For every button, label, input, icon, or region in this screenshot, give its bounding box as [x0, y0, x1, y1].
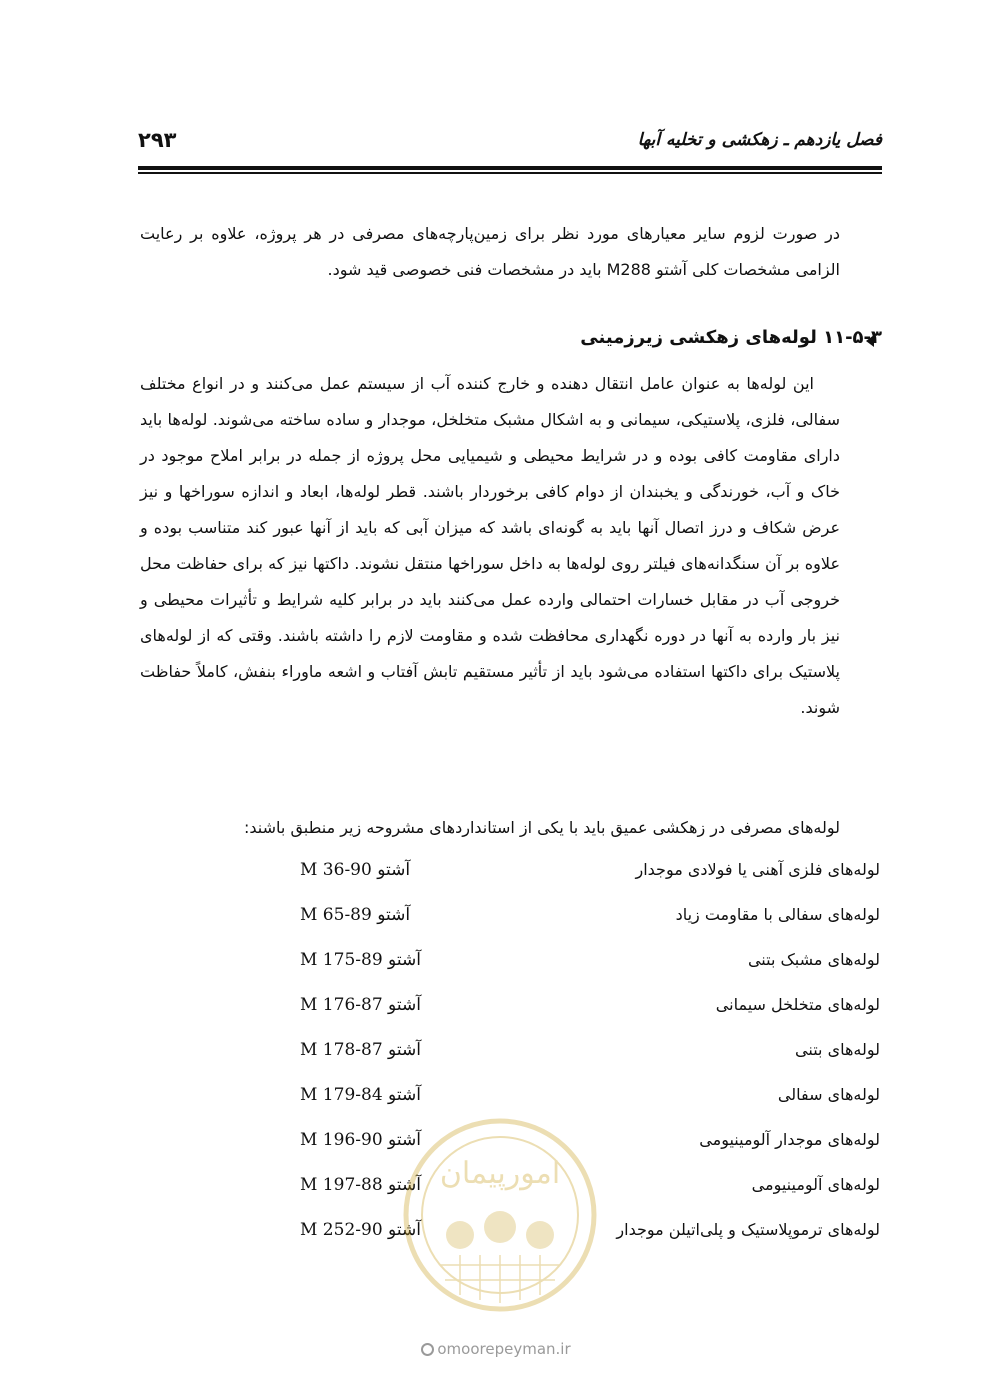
list-item — [140, 1032, 880, 1077]
globe-icon — [421, 1343, 434, 1356]
pipe-standard: آشتو M 36-90 — [300, 860, 411, 880]
pipe-name: لوله‌های مشبک بتنی — [747, 950, 880, 969]
pipe-name: لوله‌های آلومینیومی — [751, 1175, 880, 1194]
section-paragraph: این لوله‌ها به عنوان عامل انتقال دهنده و خارج کننده آب از سیستم عمل می‌کنند و در انواع مختلف سفالی، فلزی، پلاستیکی، سیمانی و به اشکال مشبک متخلخل، موجدار و ساده ساخته می‌شوند. لوله‌ها باید دارای مقاومت کافی بوده و در شرایط محیطی و شیمیایی محل پروژه از جمله در برابر املاح موجود در خاک و آب، خورندگی و یخبندان از دوام کافی برخوردار باشند. قطر لوله‌ها، ابعاد و اندازه سوراخها و نیز عرض شکاف و درز اتصال آنها باید به گونه‌ای باشد که میزان آبی که باید از آنها عبور کند متناسب بوده و علاوه بر آن سنگدانه‌های فیلتر روی لوله‌ها به داخل سوراخها منتقل نشوند. داکتها نیز که برای حفاظت محل خروجی آب در مقابل خسارات احتمالی وارده عمل می‌کنند باید در برابر کلیه شرایط و تأثیرات محیطی و نیز بار وارده به آنها در دوره نگهداری محافظت شده و مقاومت لازم را داشته باشند. وقتی که از لوله‌های پلاستیک برای داکتها استفاده می‌شود باید از تأثیر مستقیم تابش آفتاب و اشعه ماوراء بنفش، کاملاً حفاظت شوند. — [140, 374, 840, 717]
list-item — [140, 852, 880, 897]
list-item — [140, 1077, 880, 1122]
list-item — [140, 1212, 880, 1257]
footer-website-text: omoorepeyman.ir — [437, 1340, 571, 1358]
chapter-title: فصل یازدهم ـ زهکشی و تخلیه آبها — [637, 130, 882, 150]
pipe-standard: آشتو M 176-87 — [300, 995, 421, 1015]
list-item — [140, 942, 880, 987]
pipe-standard: آشتو M 65-89 — [300, 905, 411, 925]
page-number: ۲۹۳ — [138, 128, 177, 152]
pipe-name: لوله‌های فلزی آهنی یا فولادی موجدار — [635, 860, 880, 879]
pipe-name: لوله‌های ترموپلاستیک و پلی‌اتیلن موجدار — [616, 1220, 880, 1239]
pipe-standard: آشتو M 178-87 — [300, 1040, 421, 1060]
pipe-standard: آشتو M 179-84 — [300, 1085, 421, 1105]
pipe-standard: آشتو M 175-89 — [300, 950, 421, 970]
header-rule-thick — [138, 166, 882, 170]
pipe-standard: آشتو M 197-88 — [300, 1175, 421, 1195]
list-intro: لوله‌های مصرفی در زهکشی عمیق باید با یکی از استانداردهای مشروحه زیر منطبق باشند: — [244, 818, 840, 837]
section-heading: ۱۱-۵-۳ لوله‌های زهکشی زیرزمینی — [580, 327, 882, 348]
pipe-name: لوله‌های متخلخل سیمانی — [715, 995, 880, 1014]
list-item — [140, 1122, 880, 1167]
list-item — [140, 1167, 880, 1212]
header-rule-thin — [138, 172, 882, 174]
pipe-standard: آشتو M 196-90 — [300, 1130, 421, 1150]
list-item — [140, 897, 880, 942]
pipe-name: لوله‌های سفالی با مقاومت زیاد — [675, 905, 880, 924]
pipe-name: لوله‌های بتنی — [795, 1040, 880, 1059]
list-item — [140, 987, 880, 1032]
pipe-name: لوله‌های سفالی — [777, 1085, 880, 1104]
pipe-standard: آشتو M 252-90 — [300, 1220, 421, 1240]
watermark-logo-text: امورپیمان — [439, 1156, 561, 1191]
intro-paragraph: در صورت لزوم سایر معیارهای مورد نظر برای زمین‌پارچه‌های مصرفی در هر پروژه، علاوه بر رعایت الزامی مشخصات کلی آشتو M288 باید در مشخصات فنی خصوصی قید شود. — [140, 224, 840, 279]
pipe-standards-list — [140, 852, 880, 1257]
page-header — [138, 120, 882, 160]
footer-website — [0, 1340, 992, 1358]
pipe-name: لوله‌های موجدار آلومینیومی — [699, 1130, 880, 1149]
